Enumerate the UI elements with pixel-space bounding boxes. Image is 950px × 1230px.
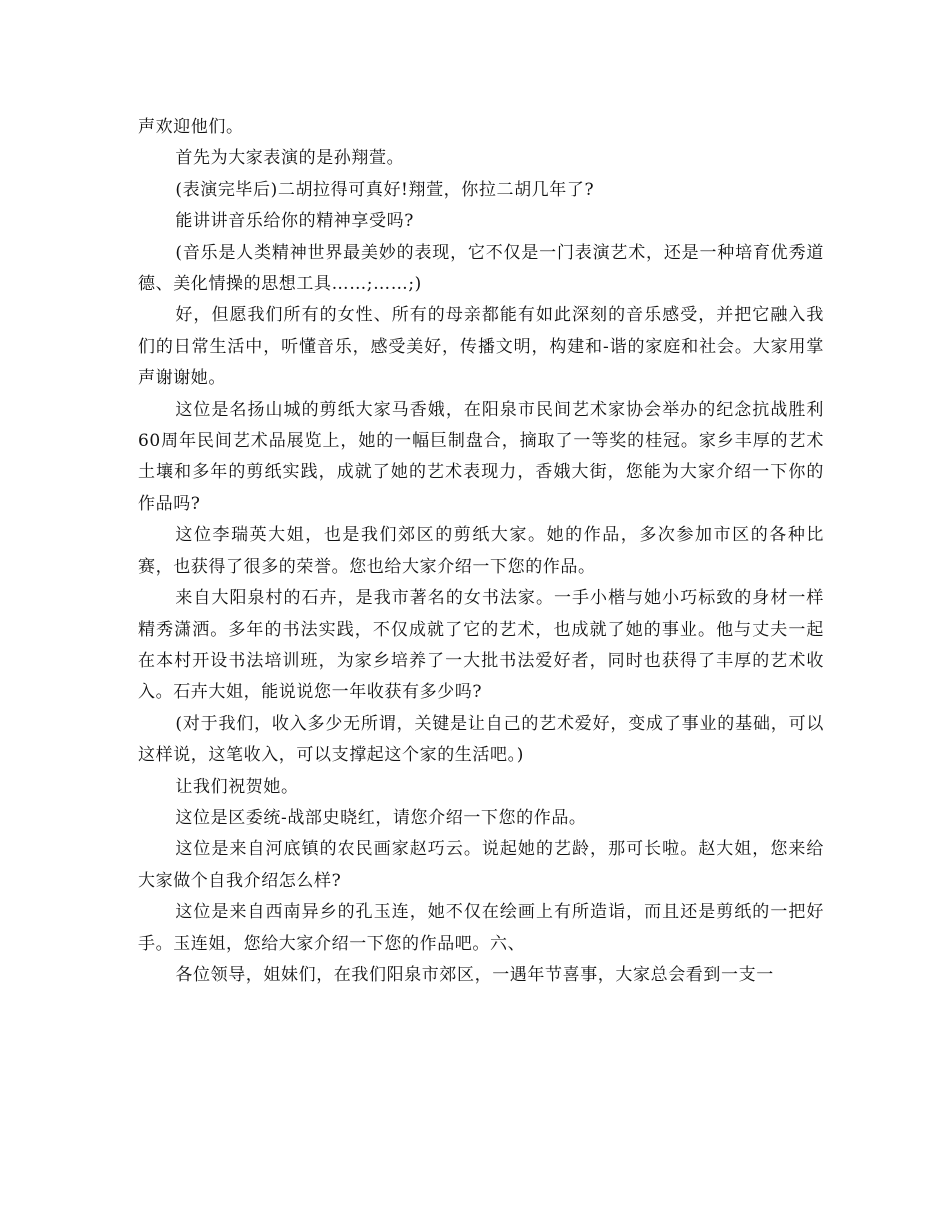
- paragraph: 来自大阳泉村的石卉，是我市著名的女书法家。一手小楷与她小巧标致的身材一样精秀潇洒。多年的书法实践，不仅成就了它的艺术，也成就了她的事业。他与丈夫一起在本村开设书法培训班，为家乡培养了一大批书法爱好者，同时也获得了丰厚的艺术收入。石卉大姐，能说说您一年收获有多少吗?: [138, 588, 824, 703]
- paragraph: (表演完毕后)二胡拉得可真好!翔萱，你拉二胡几年了?: [175, 179, 595, 200]
- paragraph: 这位是名扬山城的剪纸大家马香娥，在阳泉市民间艺术家协会举办的纪念抗战胜利60周年民间艺术品展览上，她的一幅巨制盘合，摘取了一等奖的桂冠。家乡丰厚的艺术土壤和多年的剪纸实践，成就了她的艺术表现力，香娥大街，您能为大家介绍一下你的作品吗?: [138, 399, 824, 514]
- paragraph: 这位李瑞英大姐，也是我们郊区的剪纸大家。她的作品，多次参加市区的各种比赛，也获得了很多的荣誉。您也给大家介绍一下您的作品。: [138, 525, 824, 577]
- paragraph: 各位领导，姐妹们，在我们阳泉市郊区，一遇年节喜事，大家总会看到一支一: [175, 964, 774, 985]
- paragraph: 好，但愿我们所有的女性、所有的母亲都能有如此深刻的音乐感受，并把它融入我们的日常生活中，听懂音乐，感受美好，传播文明，构建和-谐的家庭和社会。大家用掌声谢谢她。: [138, 305, 824, 389]
- paragraph: 能讲讲音乐给你的精神享受吗?: [175, 211, 414, 232]
- paragraph: 这位是区委统-战部史晓红，请您介绍一下您的作品。: [175, 807, 587, 828]
- paragraph: 这位是来自河底镇的农民画家赵巧云。说起她的艺龄，那可长啦。赵大姐，您来给大家做个自我介绍怎么样?: [138, 839, 824, 891]
- paragraph: 声欢迎他们。: [138, 117, 244, 137]
- paragraph: 这位是来自西南异乡的孔玉连，她不仅在绘画上有所造诣，而且还是剪纸的一把好手。玉连姐，您给大家介绍一下您的作品吧。六、: [138, 902, 824, 954]
- paragraph: (对于我们，收入多少无所谓，关键是让自己的艺术爱好，变成了事业的基础，可以这样说，这笔收入，可以支撑起这个家的生活吧。): [138, 713, 824, 766]
- paragraph: 首先为大家表演的是孙翔萱。: [175, 148, 405, 169]
- paragraph: (音乐是人类精神世界最美妙的表现，它不仅是一门表演艺术，还是一种培育优秀道德、美化情操的思想工具……;……;): [138, 242, 824, 295]
- document-body: [138, 112, 824, 991]
- paragraph: 让我们祝贺她。: [175, 776, 299, 797]
